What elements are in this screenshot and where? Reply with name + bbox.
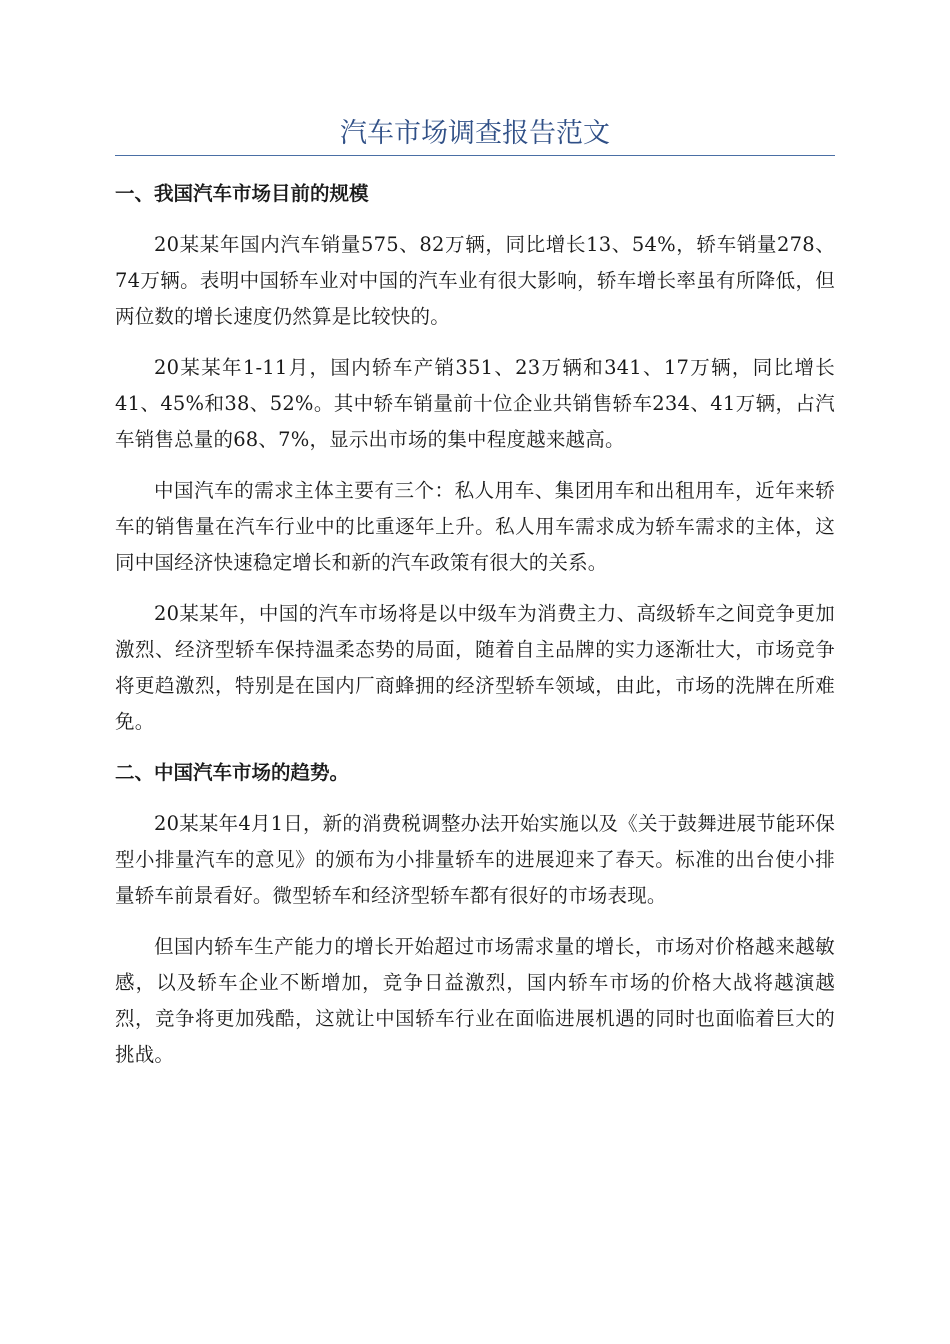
paragraph: 20某某年国内汽车销量575、82万辆，同比增长13、54%，轿车销量278、74万辆。表明中国轿车业对中国的汽车业有很大影响，轿车增长率虽有所降低，但两位数的增长速度仍然算是比较快的。: [115, 233, 835, 328]
title-underline: [115, 155, 835, 156]
paragraph: 20某某年4月1日，新的消费税调整办法开始实施以及《关于鼓舞进展节能环保型小排量汽车的意见》的颁布为小排量轿车的进展迎来了春天。标准的出台使小排量轿车前景看好。微型轿车和经济型轿车都有很好的市场表现。: [115, 812, 835, 907]
section-heading: 二、中国汽车市场的趋势。: [115, 761, 350, 784]
document-title: 汽车市场调查报告范文: [340, 118, 610, 149]
paragraph: 但国内轿车生产能力的增长开始超过市场需求量的增长，市场对价格越来越敏感，以及轿车企业不断增加，竞争日益激烈，国内轿车市场的价格大战将越演越烈，竞争将更加残酷，这就让中国轿车行业在面临进展机遇的同时也面临着巨大的挑战。: [115, 935, 835, 1066]
paragraph: 20某某年，中国的汽车市场将是以中级车为消费主力、高级轿车之间竞争更加激烈、经济型轿车保持温柔态势的局面，随着自主品牌的实力逐渐壮大，市场竞争将更趋激烈，特别是在国内厂商蜂拥的经济型轿车领域，由此，市场的洗牌在所难免。: [115, 602, 835, 733]
section-1: [115, 176, 835, 740]
document-body: [115, 176, 835, 1088]
section-heading: 一、我国汽车市场目前的规模: [115, 182, 369, 205]
paragraph: 20某某年1-11月，国内轿车产销351、23万辆和341、17万辆，同比增长41、45%和38、52%。其中轿车销量前十位企业共销售轿车234、41万辆，占汽车销售总量的68、7%，显示出市场的集中程度越来越高。: [115, 356, 835, 451]
section-2: [115, 755, 835, 1073]
paragraph: 中国汽车的需求主体主要有三个：私人用车、集团用车和出租用车，近年来轿车的销售量在汽车行业中的比重逐年上升。私人用车需求成为轿车需求的主体，这同中国经济快速稳定增长和新的汽车政策有很大的关系。: [115, 479, 835, 574]
